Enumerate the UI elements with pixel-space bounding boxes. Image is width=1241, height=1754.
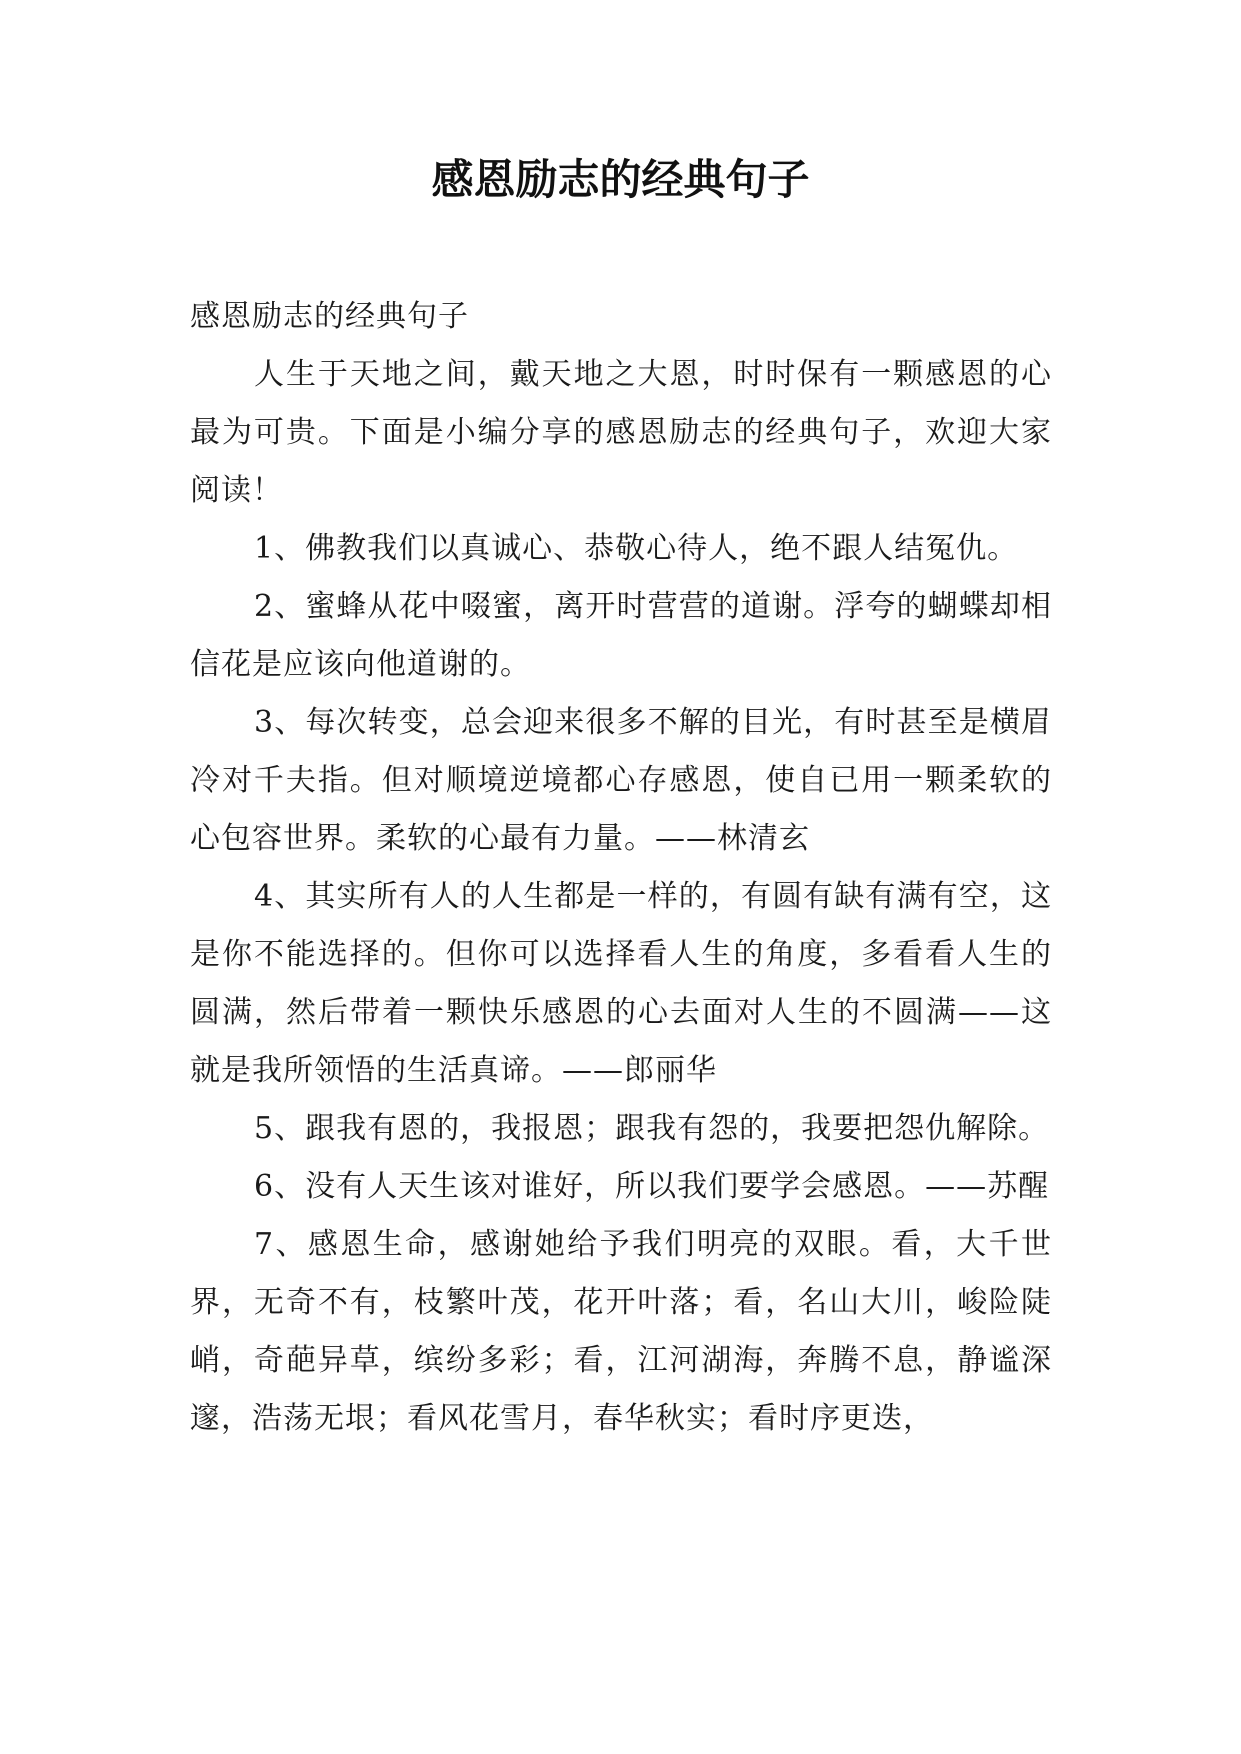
quote-paragraph-2: 2、蜜蜂从花中啜蜜，离开时营营的道谢。浮夸的蝴蝶却相信花是应该向他道谢的。 xyxy=(190,589,1052,682)
intro-paragraph: 人生于天地之间，戴天地之大恩，时时保有一颗感恩的心最为可贵。下面是小编分享的感恩励志的经典句子，欢迎大家阅读！ xyxy=(190,357,1052,508)
quote-paragraph-1: 1、佛教我们以真诚心、恭敬心待人，绝不跟人结冤仇。 xyxy=(254,531,1019,566)
quote-paragraph-7: 7、感恩生命，感谢她给予我们明亮的双眼。看，大千世界，无奇不有，枝繁叶茂，花开叶落；看，名山大川，峻险陡峭，奇葩异草，缤纷多彩；看，江河湖海，奔腾不息，静谧深邃，浩荡无垠；看风花雪月，春华秋实；看时序更迭， xyxy=(190,1227,1052,1436)
quote-paragraph-3: 3、每次转变，总会迎来很多不解的目光，有时甚至是横眉冷对千夫指。但对顺境逆境都心存感恩，使自已用一颗柔软的心包容世界。柔软的心最有力量。——林清玄 xyxy=(190,705,1052,856)
quote-paragraph-6: 6、没有人天生该对谁好，所以我们要学会感恩。——苏醒 xyxy=(254,1169,1050,1204)
document-subtitle: 感恩励志的经典句子 xyxy=(190,299,469,334)
quote-paragraph-4: 4、其实所有人的人生都是一样的，有圆有缺有满有空，这是你不能选择的。但你可以选择看人生的角度，多看看人生的圆满，然后带着一颗快乐感恩的心去面对人生的不圆满——这就是我所领悟的生活真谛。——郎丽华 xyxy=(190,879,1052,1088)
quote-paragraph-5: 5、跟我有恩的，我报恩；跟我有怨的，我要把怨仇解除。 xyxy=(254,1111,1050,1146)
document-body xyxy=(190,288,1052,1448)
document-title: 感恩励志的经典句子 xyxy=(431,155,810,204)
